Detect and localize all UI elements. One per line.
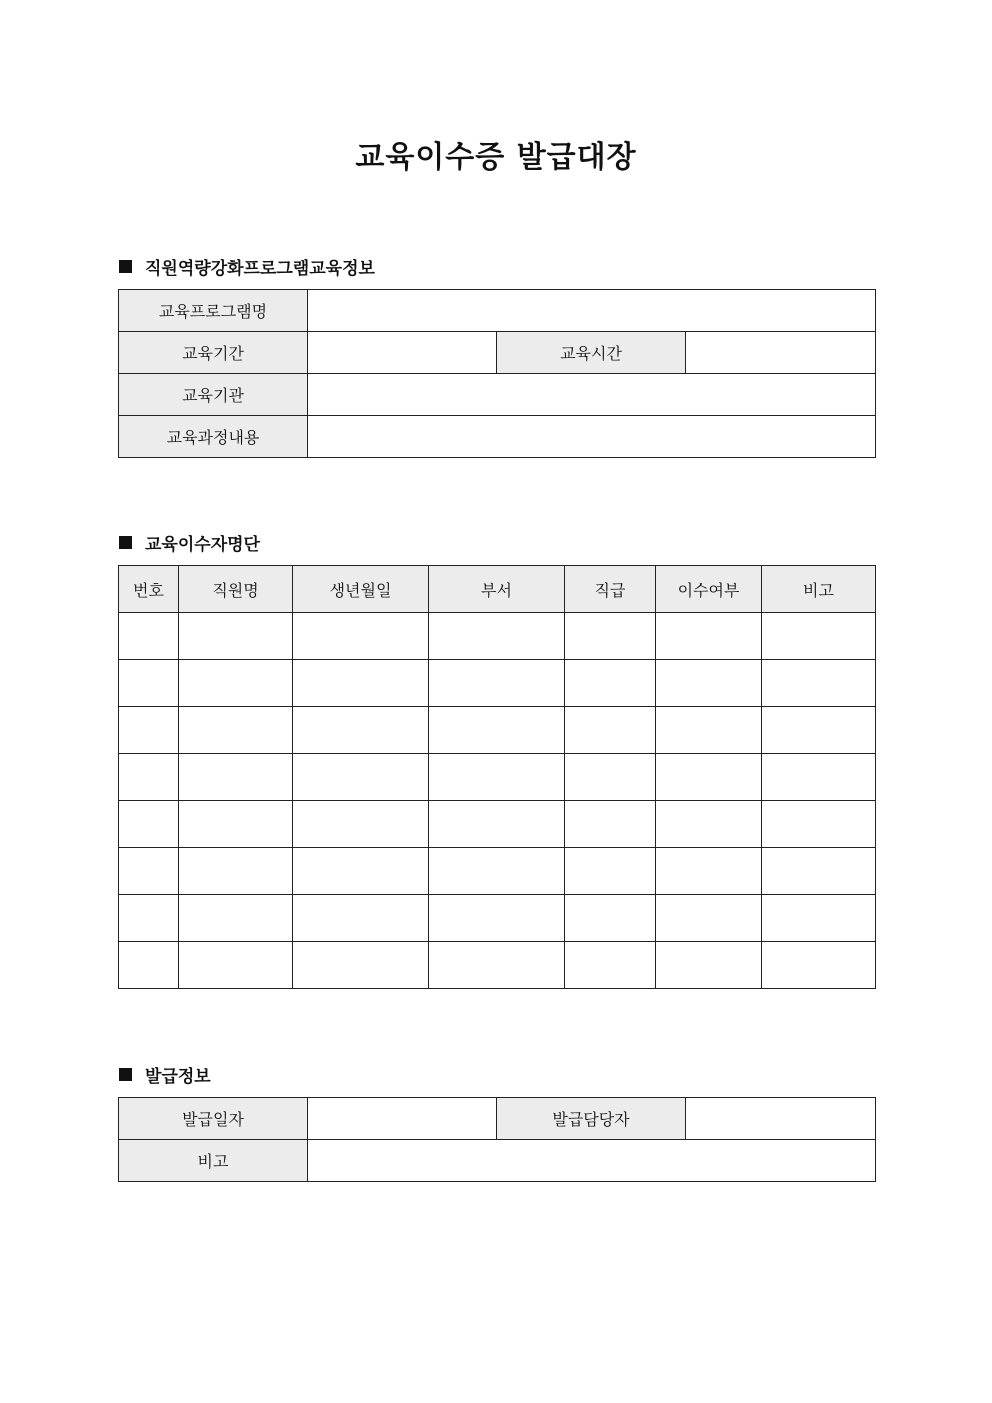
column-header-department: 부서 xyxy=(429,566,565,613)
issue-note-field[interactable] xyxy=(308,1140,876,1182)
table-cell[interactable] xyxy=(762,895,876,942)
table-row xyxy=(119,660,876,707)
table-cell[interactable] xyxy=(429,754,565,801)
table-cell[interactable] xyxy=(656,707,762,754)
table-cell[interactable] xyxy=(565,613,656,660)
table-cell[interactable] xyxy=(179,801,293,848)
square-bullet-icon xyxy=(119,260,132,273)
table-cell[interactable] xyxy=(656,613,762,660)
table-cell[interactable] xyxy=(429,895,565,942)
table-cell[interactable] xyxy=(656,848,762,895)
table-cell[interactable] xyxy=(762,707,876,754)
table-cell[interactable] xyxy=(762,613,876,660)
hours-field[interactable] xyxy=(686,332,876,374)
table-cell[interactable] xyxy=(293,942,429,989)
table-cell[interactable] xyxy=(119,848,179,895)
program-info-table xyxy=(118,289,876,458)
program-name-field[interactable] xyxy=(308,290,876,332)
issue-note-label: 비고 xyxy=(119,1140,308,1182)
table-cell[interactable] xyxy=(119,801,179,848)
program-info-heading xyxy=(119,254,375,279)
program-info-heading-text: 직원역량강화프로그램교육정보 xyxy=(145,259,375,279)
issue-info-heading xyxy=(119,1062,211,1087)
table-row xyxy=(119,707,876,754)
table-cell[interactable] xyxy=(293,754,429,801)
table-cell[interactable] xyxy=(293,848,429,895)
institution-field[interactable] xyxy=(308,374,876,416)
table-cell[interactable] xyxy=(429,707,565,754)
trainee-table xyxy=(118,565,876,989)
table-cell[interactable] xyxy=(119,660,179,707)
trainee-list-heading-text: 교육이수자명단 xyxy=(145,535,260,555)
column-header-birthdate: 생년월일 xyxy=(293,566,429,613)
table-row xyxy=(119,942,876,989)
table-cell[interactable] xyxy=(293,801,429,848)
table-cell[interactable] xyxy=(293,613,429,660)
table-cell[interactable] xyxy=(762,848,876,895)
content-field[interactable] xyxy=(308,416,876,458)
issue-date-label: 발급일자 xyxy=(119,1098,308,1140)
table-row xyxy=(119,332,876,374)
table-row xyxy=(119,848,876,895)
table-cell[interactable] xyxy=(119,754,179,801)
table-cell[interactable] xyxy=(119,942,179,989)
square-bullet-icon xyxy=(119,1068,132,1081)
trainee-list-heading xyxy=(119,530,260,555)
table-cell[interactable] xyxy=(429,660,565,707)
table-row xyxy=(119,613,876,660)
table-cell[interactable] xyxy=(656,801,762,848)
table-cell[interactable] xyxy=(179,942,293,989)
table-cell[interactable] xyxy=(119,613,179,660)
table-row xyxy=(119,374,876,416)
table-cell[interactable] xyxy=(293,660,429,707)
square-bullet-icon xyxy=(119,536,132,549)
issue-info-heading-text: 발급정보 xyxy=(145,1067,211,1087)
column-header-remarks: 비고 xyxy=(762,566,876,613)
table-header-row xyxy=(119,566,876,613)
issue-info-table xyxy=(118,1097,876,1182)
issue-date-field[interactable] xyxy=(308,1098,497,1140)
table-row xyxy=(119,895,876,942)
table-cell[interactable] xyxy=(762,801,876,848)
column-header-rank: 직급 xyxy=(565,566,656,613)
table-cell[interactable] xyxy=(565,754,656,801)
page-title: 교육이수증 발급대장 xyxy=(355,140,637,175)
table-cell[interactable] xyxy=(293,895,429,942)
table-row xyxy=(119,1098,876,1140)
table-cell[interactable] xyxy=(762,660,876,707)
institution-label: 교육기관 xyxy=(119,374,308,416)
table-row xyxy=(119,1140,876,1182)
table-cell[interactable] xyxy=(565,942,656,989)
period-field[interactable] xyxy=(308,332,497,374)
table-cell[interactable] xyxy=(179,848,293,895)
table-cell[interactable] xyxy=(656,660,762,707)
table-cell[interactable] xyxy=(293,707,429,754)
table-cell[interactable] xyxy=(429,942,565,989)
table-row xyxy=(119,290,876,332)
content-label: 교육과정내용 xyxy=(119,416,308,458)
table-cell[interactable] xyxy=(119,707,179,754)
table-cell[interactable] xyxy=(656,895,762,942)
table-row xyxy=(119,416,876,458)
column-header-completion: 이수여부 xyxy=(656,566,762,613)
table-cell[interactable] xyxy=(565,707,656,754)
table-cell[interactable] xyxy=(179,895,293,942)
table-cell[interactable] xyxy=(565,660,656,707)
period-label: 교육기간 xyxy=(119,332,308,374)
table-cell[interactable] xyxy=(565,801,656,848)
table-cell[interactable] xyxy=(429,613,565,660)
table-cell[interactable] xyxy=(429,801,565,848)
table-cell[interactable] xyxy=(429,848,565,895)
table-cell[interactable] xyxy=(179,613,293,660)
table-cell[interactable] xyxy=(565,848,656,895)
program-name-label: 교육프로그램명 xyxy=(119,290,308,332)
table-cell[interactable] xyxy=(656,754,762,801)
table-cell[interactable] xyxy=(179,707,293,754)
table-row xyxy=(119,801,876,848)
table-cell[interactable] xyxy=(179,754,293,801)
table-cell[interactable] xyxy=(565,895,656,942)
column-header-number: 번호 xyxy=(119,566,179,613)
table-row xyxy=(119,754,876,801)
hours-label: 교육시간 xyxy=(497,332,686,374)
table-cell[interactable] xyxy=(762,942,876,989)
table-cell[interactable] xyxy=(179,660,293,707)
table-cell[interactable] xyxy=(762,754,876,801)
table-cell[interactable] xyxy=(119,895,179,942)
column-header-employee-name: 직원명 xyxy=(179,566,293,613)
table-cell[interactable] xyxy=(656,942,762,989)
issue-manager-label: 발급담당자 xyxy=(497,1098,686,1140)
issue-manager-field[interactable] xyxy=(686,1098,876,1140)
